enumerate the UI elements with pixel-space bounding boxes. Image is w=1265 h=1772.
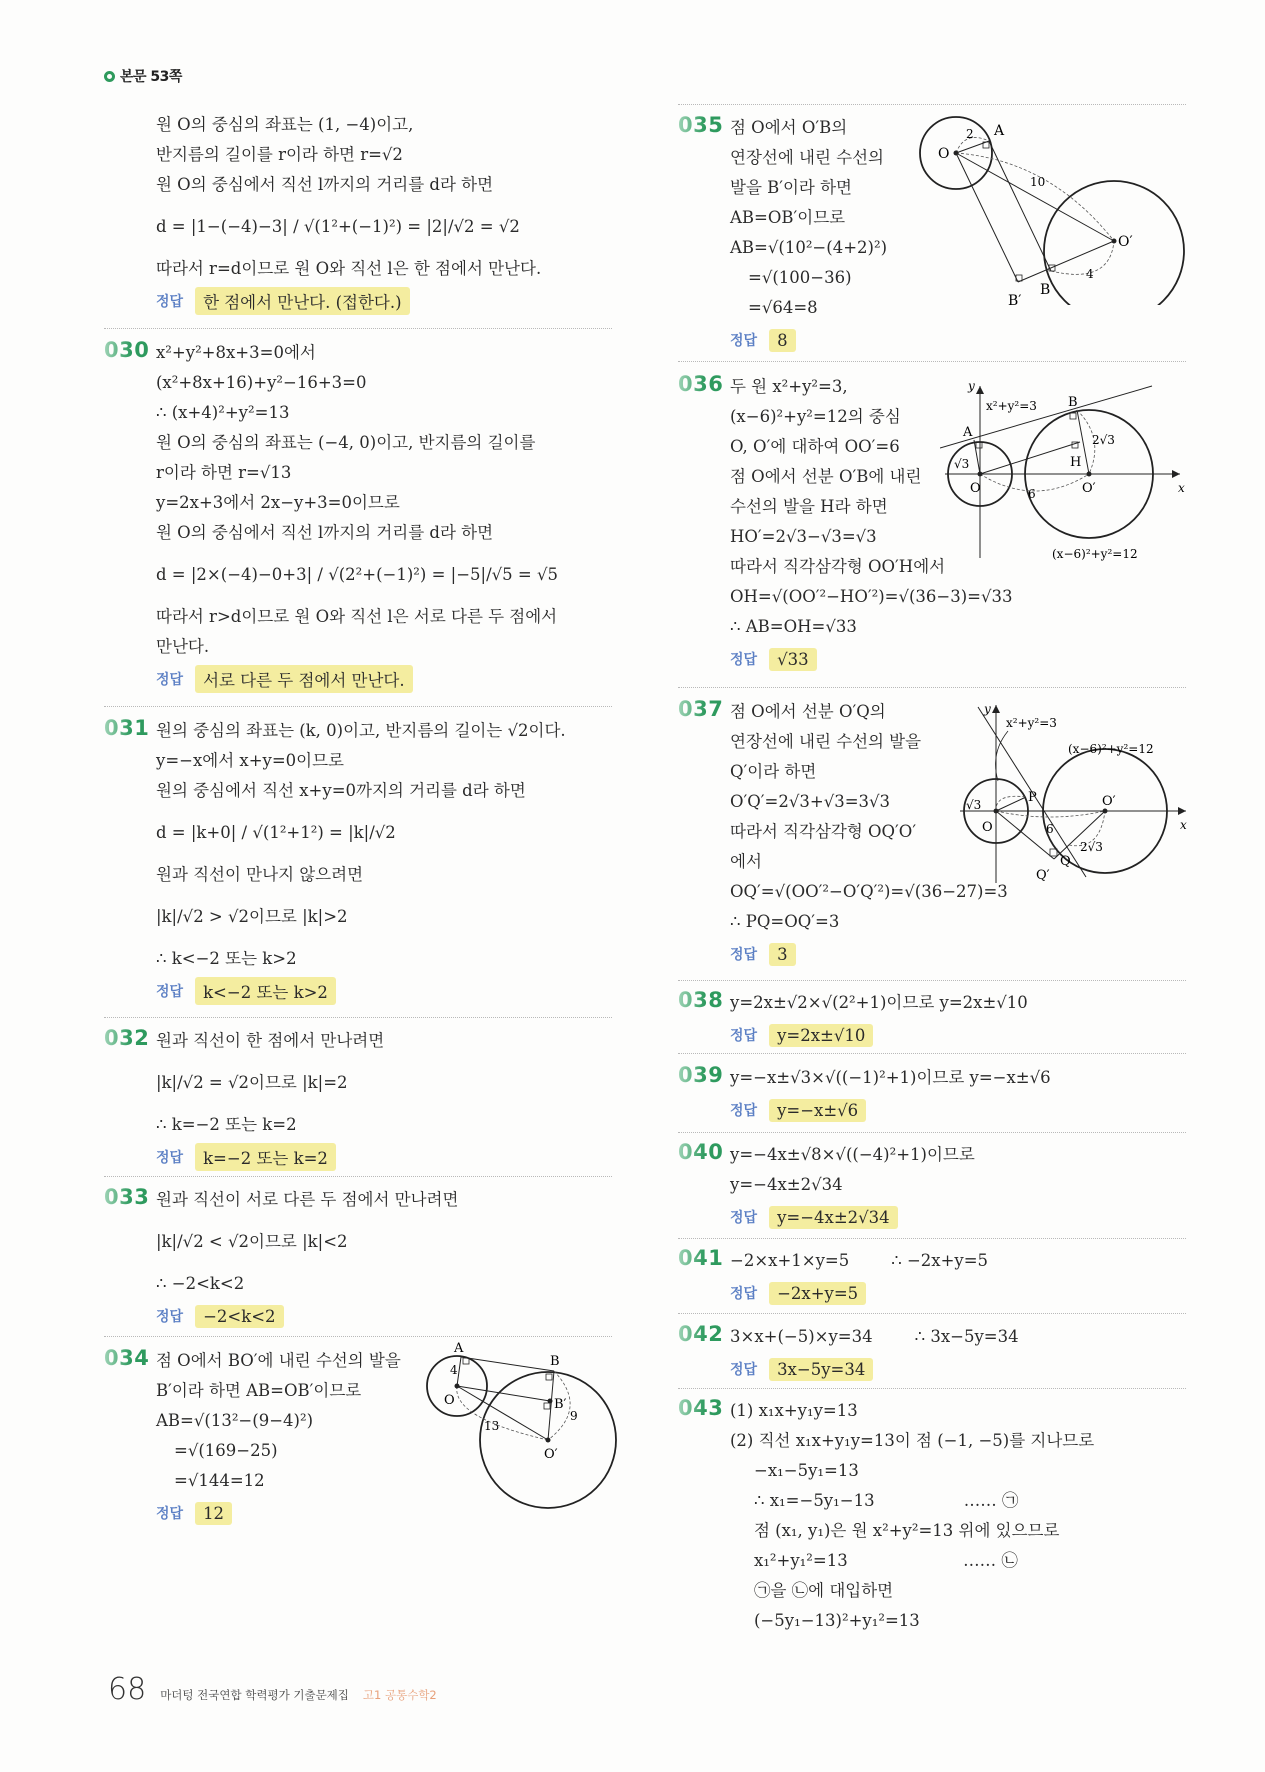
- answer-highlight: 서로 다른 두 점에서 만난다.: [195, 665, 413, 693]
- solution-line: HO′=2√3−√3=√3: [730, 527, 877, 546]
- svg-text:A: A: [454, 1341, 464, 1356]
- svg-text:(x−6)²+y²=12: (x−6)²+y²=12: [1068, 742, 1154, 756]
- solution-formula: |k|/√2 = √2이므로 |k|=2: [156, 1073, 348, 1092]
- solution-line: 3×x+(−5)×y=34 ∴ 3x−5y=34: [730, 1327, 1019, 1346]
- problem-number: 038: [678, 988, 724, 1012]
- solution-line: ㉠을 ㉡에 대입하면: [754, 1581, 894, 1600]
- answer-label: 정답: [730, 947, 758, 963]
- solution-line: 수선의 발을 H라 하면: [730, 497, 888, 516]
- svg-text:6: 6: [1046, 822, 1054, 836]
- solution-formula: |k|/√2 > √2이므로 |k|>2: [156, 907, 348, 926]
- answer-label: 정답: [730, 1103, 758, 1119]
- page-reference: [104, 66, 182, 86]
- svg-text:x: x: [1178, 481, 1185, 495]
- svg-text:O: O: [444, 1393, 455, 1408]
- solution-line: 원과 직선이 한 점에서 만나려면: [156, 1031, 385, 1050]
- coordinate-circles-tangent-diagram: [940, 368, 1190, 568]
- svg-text:√3: √3: [954, 457, 970, 471]
- answer-highlight: √33: [769, 648, 817, 671]
- answer-highlight: 한 점에서 만난다. (접한다.): [195, 287, 410, 315]
- problem-number: 043: [678, 1396, 724, 1420]
- solution-formula: d = |2×(−4)−0+3| / √(2²+(−1)²) = |−5|/√5 = √5: [156, 565, 559, 584]
- svg-text:B′: B′: [554, 1397, 567, 1412]
- svg-text:B: B: [1040, 282, 1051, 298]
- solution-line: (x−6)²+y²=12의 중심: [730, 407, 901, 426]
- answer-highlight: k<−2 또는 k>2: [195, 977, 336, 1005]
- solution-line: O′Q′=2√3+√3=3√3: [730, 792, 891, 811]
- problem-number: 030: [104, 338, 150, 362]
- book-subtitle: 고1 공통수학2: [362, 1688, 437, 1702]
- svg-text:y: y: [968, 379, 975, 393]
- answer-label: 정답: [156, 1506, 184, 1522]
- solution-line: −2×x+1×y=5 ∴ −2x+y=5: [730, 1251, 989, 1270]
- solution-line: ∴ (x+4)²+y²=13: [156, 403, 290, 422]
- solution-line: y=2x±√2×√(2²+1)이므로 y=2x±√10: [730, 993, 1028, 1012]
- solution-line: OQ′=√(OO′²−O′Q′²)=√(36−27)=3: [730, 882, 1008, 901]
- page-footer: [108, 1672, 437, 1707]
- svg-text:4: 4: [1086, 267, 1094, 281]
- svg-text:H: H: [1070, 455, 1082, 470]
- solution-line: y=−x에서 x+y=0이므로: [156, 751, 344, 770]
- problem-number: 034: [104, 1346, 150, 1370]
- answer-row: [730, 1202, 1186, 1232]
- answer-highlight: k=−2 또는 k=2: [195, 1143, 336, 1171]
- solution-line: ∴ AB=OH=√33: [730, 617, 857, 636]
- svg-text:B: B: [550, 1354, 560, 1369]
- page-reference-label: 본문 53쪽: [120, 69, 182, 85]
- answer-label: 정답: [730, 1210, 758, 1226]
- solution-line: 원과 직선이 만나지 않으려면: [156, 865, 364, 884]
- solution-line: 원의 중심에서 직선 x+y=0까지의 거리를 d라 하면: [156, 781, 526, 800]
- solution-line: O, O′에 대하여 OO′=6: [730, 437, 900, 456]
- answer-label: 정답: [730, 333, 758, 349]
- answer-label: 정답: [156, 1309, 184, 1325]
- solution-line: ∴ −2<k<2: [156, 1274, 245, 1293]
- solution-line: ∴ k<−2 또는 k>2: [156, 949, 297, 968]
- answer-row: [730, 1095, 1186, 1125]
- answer-highlight: y=2x±√10: [769, 1024, 873, 1047]
- solution-line: y=−4x±2√34: [730, 1175, 843, 1194]
- answer-highlight: −2x+y=5: [769, 1282, 866, 1305]
- answer-row: [156, 976, 612, 1006]
- problem-number: 036: [678, 372, 724, 396]
- solution-line: OH=√(OO′²−HO′²)=√(36−3)=√33: [730, 587, 1013, 606]
- svg-text:O: O: [938, 146, 950, 162]
- svg-text:A: A: [963, 425, 973, 440]
- solution-line: 연장선에 내린 수선의 발을: [730, 732, 922, 751]
- solution-formula: |k|/√2 < √2이므로 |k|<2: [156, 1232, 348, 1251]
- divider: [104, 328, 612, 329]
- divider: [104, 1017, 612, 1018]
- answer-row: [156, 1142, 612, 1172]
- book-title: 마더텅 전국연합 학력평가 기출문제집: [160, 1688, 349, 1702]
- solution-line: 두 원 x²+y²=3,: [730, 377, 848, 396]
- answer-row: [156, 1301, 612, 1331]
- answer-row: [730, 1278, 1186, 1308]
- solution-line: 따라서 r>d이므로 원 O와 직선 l은 서로 다른 두 점에서: [156, 607, 558, 626]
- answer-highlight: 8: [769, 329, 796, 352]
- svg-text:O: O: [970, 481, 981, 496]
- answer-row: [730, 1020, 1186, 1050]
- solution-line: x²+y²+8x+3=0에서: [156, 343, 316, 362]
- solution-line: 원 O의 중심에서 직선 l까지의 거리를 d라 하면: [156, 175, 494, 194]
- solution-line: 반지름의 길이를 r이라 하면 r=√2: [156, 145, 403, 164]
- svg-text:y: y: [984, 702, 991, 716]
- solution-line: ∴ k=−2 또는 k=2: [156, 1115, 297, 1134]
- solution-line: −x₁−5y₁=13: [754, 1461, 859, 1480]
- divider: [678, 1238, 1186, 1239]
- svg-text:(x−6)²+y²=12: (x−6)²+y²=12: [1052, 547, 1138, 561]
- svg-text:13: 13: [484, 1419, 500, 1433]
- solution-line: 원 O의 중심에서 직선 l까지의 거리를 d라 하면: [156, 523, 494, 542]
- solution-formula: d = |k+0| / √(1²+1²) = |k|/√2: [156, 823, 396, 842]
- svg-text:O′: O′: [1118, 234, 1133, 250]
- solution-line: x₁²+y₁²=13 …… ㉡: [754, 1551, 1018, 1570]
- answer-row: [730, 1354, 1186, 1384]
- svg-text:4: 4: [450, 1363, 458, 1377]
- solution-formula: d = |1−(−4)−3| / √(1²+(−1)²) = |2|/√2 = √2: [156, 217, 520, 236]
- divider: [678, 980, 1186, 981]
- solution-line: 원과 직선이 서로 다른 두 점에서 만나려면: [156, 1190, 459, 1209]
- two-circles-tangent-diagram: [424, 1338, 624, 1528]
- divider: [678, 1313, 1186, 1314]
- solution-line: y=−4x±√8×√((−4)²+1)이므로: [730, 1145, 975, 1164]
- solution-line: =√(169−25): [174, 1441, 278, 1460]
- divider: [104, 1336, 612, 1337]
- solution-line: =√(100−36): [748, 268, 852, 287]
- solution-line: 에서: [730, 852, 762, 871]
- problem-number: 042: [678, 1322, 724, 1346]
- solution-line: (1) x₁x+y₁y=13: [730, 1401, 858, 1420]
- answer-label: 정답: [730, 1286, 758, 1302]
- solution-line: ∴ PQ=OQ′=3: [730, 912, 840, 931]
- svg-text:A: A: [994, 123, 1005, 139]
- solution-line: y=−x±√3×√((−1)²+1)이므로 y=−x±√6: [730, 1068, 1051, 1087]
- svg-text:O: O: [982, 820, 993, 835]
- problem-number: 037: [678, 697, 724, 721]
- problem-number: 032: [104, 1026, 150, 1050]
- divider: [104, 706, 612, 707]
- svg-text:B′: B′: [1008, 293, 1022, 305]
- solution-line: (−5y₁−13)²+y₁²=13: [754, 1611, 920, 1630]
- divider: [678, 687, 1186, 688]
- svg-text:Q: Q: [1060, 854, 1071, 869]
- answer-highlight: −2<k<2: [195, 1305, 283, 1328]
- solution-line: =√144=12: [174, 1471, 265, 1490]
- circle-bullet-icon: [104, 71, 115, 82]
- solution-line: 점 O에서 O′B의: [730, 118, 848, 137]
- svg-text:P: P: [1028, 790, 1037, 805]
- svg-text:6: 6: [1028, 487, 1036, 501]
- svg-text:2√3: 2√3: [1080, 840, 1103, 854]
- svg-text:9: 9: [570, 1409, 578, 1423]
- solution-line: 점 O에서 선분 O′B에 내린: [730, 467, 922, 486]
- solution-line: ∴ x₁=−5y₁−13 …… ㉠: [754, 1491, 1019, 1510]
- divider: [678, 1132, 1186, 1133]
- svg-text:x²+y²=3: x²+y²=3: [986, 399, 1037, 413]
- solution-line: =√64=8: [748, 298, 818, 317]
- solution-line: 점 O에서 선분 O′Q의: [730, 702, 886, 721]
- problem-number: 039: [678, 1063, 724, 1087]
- answer-highlight: 3: [769, 943, 796, 966]
- svg-text:O′: O′: [1102, 794, 1116, 809]
- solution-line: AB=√(10²−(4+2)²): [730, 238, 887, 257]
- answer-label: 정답: [730, 1028, 758, 1044]
- problem-number: 040: [678, 1140, 724, 1164]
- problem-number: 041: [678, 1246, 724, 1270]
- solution-line: 원 O의 중심의 좌표는 (1, −4)이고,: [156, 115, 414, 134]
- svg-text:x²+y²=3: x²+y²=3: [1006, 716, 1057, 730]
- svg-text:Q′: Q′: [1036, 868, 1050, 883]
- solution-line: y=2x+3에서 2x−y+3=0이므로: [156, 493, 400, 512]
- answer-label: 정답: [156, 294, 184, 310]
- svg-text:√3: √3: [966, 798, 982, 812]
- svg-text:B: B: [1068, 395, 1078, 410]
- two-circles-external-tangent-diagram: [910, 105, 1190, 305]
- svg-text:x: x: [1180, 818, 1187, 832]
- solution-line: Q′이라 하면: [730, 762, 817, 781]
- answer-highlight: y=−4x±2√34: [769, 1206, 898, 1229]
- solution-line: 발을 B′이라 하면: [730, 178, 852, 197]
- solution-line: 점 O에서 BO′에 내린 수선의 발을: [156, 1351, 401, 1370]
- solution-line: B′이라 하면 AB=OB′이므로: [156, 1381, 362, 1400]
- solution-line: r이라 하면 r=√13: [156, 463, 292, 482]
- divider: [104, 1176, 612, 1177]
- problem-number: 031: [104, 716, 150, 740]
- problem-number: 033: [104, 1185, 150, 1209]
- divider: [678, 361, 1186, 362]
- solution-line: (x²+8x+16)+y²−16+3=0: [156, 373, 367, 392]
- answer-label: 정답: [730, 652, 758, 668]
- answer-row: [156, 286, 612, 316]
- solution-line: 원 O의 중심의 좌표는 (−4, 0)이고, 반지름의 길이를: [156, 433, 536, 452]
- answer-label: 정답: [730, 1362, 758, 1378]
- coordinate-circles-internal-tangent-diagram: [950, 693, 1190, 893]
- solution-line: 연장선에 내린 수선의: [730, 148, 884, 167]
- answer-row: [730, 325, 1186, 355]
- solution-line: 점 (x₁, y₁)은 원 x²+y²=13 위에 있으므로: [754, 1521, 1060, 1540]
- answer-row: [730, 939, 1186, 969]
- svg-text:O′: O′: [544, 1447, 558, 1462]
- solution-line: 따라서 r=d이므로 원 O와 직선 l은 한 점에서 만난다.: [156, 259, 542, 278]
- answer-highlight: 3x−5y=34: [769, 1358, 873, 1381]
- svg-text:O′: O′: [1082, 481, 1096, 496]
- page-number: 68: [108, 1672, 147, 1707]
- answer-label: 정답: [156, 672, 184, 688]
- divider: [678, 1053, 1186, 1054]
- problem-number: 035: [678, 113, 724, 137]
- answer-highlight: 12: [195, 1502, 232, 1525]
- answer-highlight: y=−x±√6: [769, 1099, 866, 1122]
- svg-text:10: 10: [1030, 175, 1046, 189]
- solution-line: AB=OB′이므로: [730, 208, 846, 227]
- svg-text:2√3: 2√3: [1092, 433, 1115, 447]
- solution-line: 따라서 직각삼각형 OQ′O′: [730, 822, 917, 841]
- divider: [678, 1388, 1186, 1389]
- answer-row: [156, 664, 612, 694]
- solution-line: 따라서 직각삼각형 OO′H에서: [730, 557, 946, 576]
- answer-row: [730, 644, 1186, 674]
- answer-label: 정답: [156, 1150, 184, 1166]
- solution-line: 만난다.: [156, 637, 210, 656]
- svg-text:2: 2: [966, 127, 974, 141]
- solution-line: 원의 중심의 좌표는 (k, 0)이고, 반지름의 길이는 √2이다.: [156, 721, 566, 740]
- solution-line: AB=√(13²−(9−4)²): [156, 1411, 313, 1430]
- answer-label: 정답: [156, 984, 184, 1000]
- solution-line: (2) 직선 x₁x+y₁y=13이 점 (−1, −5)를 지나므로: [730, 1431, 1095, 1450]
